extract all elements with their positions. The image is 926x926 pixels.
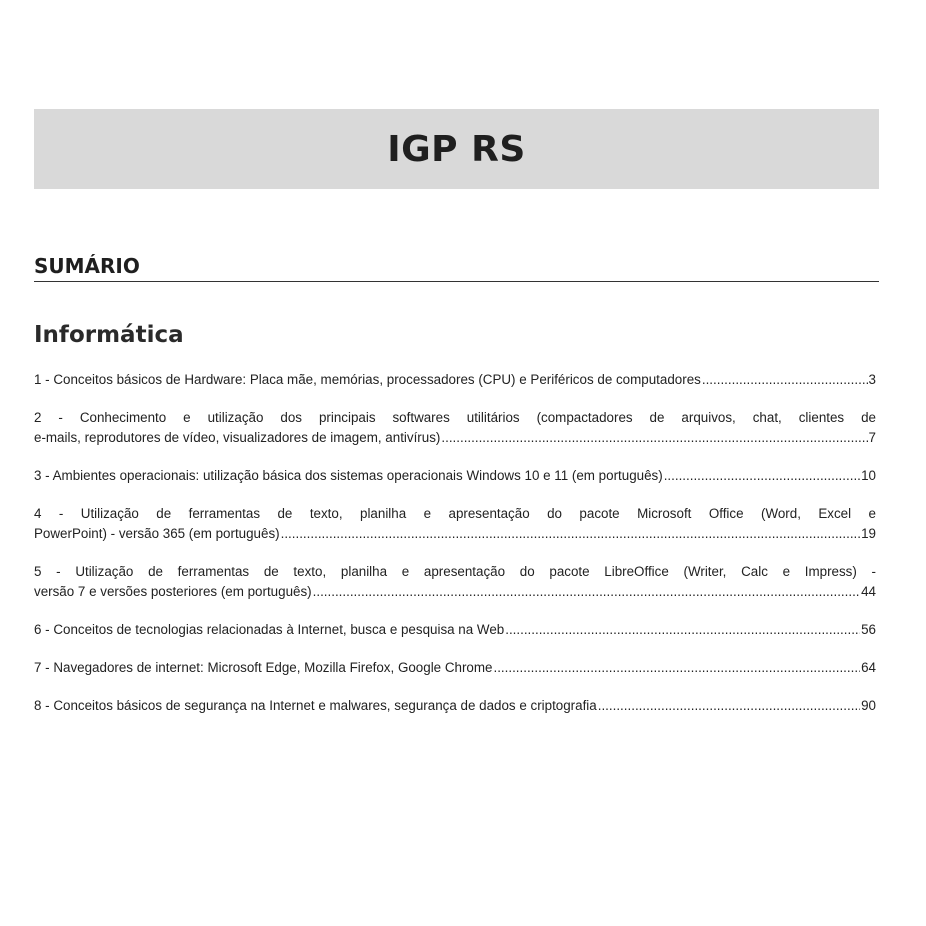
document-title: IGP RS: [387, 128, 526, 170]
toc-leader-dots: [702, 370, 868, 390]
toc-leader-dots: [281, 524, 860, 544]
toc-entry-first-line: 4 - Utilização de ferramentas de texto, planilha e apresentação do pacote Microsoft Office (Word, Excel e: [34, 506, 876, 521]
toc-entry-text: 6 - Conceitos de tecnologias relacionadas à Internet, busca e pesquisa na Web: [34, 622, 505, 637]
toc-leader-dots: [441, 428, 867, 448]
toc-entry-text: 7 - Navegadores de internet: Microsoft Edge, Mozilla Firefox, Google Chrome: [34, 660, 493, 675]
toc-entry-text: PowerPoint) - versão 365 (em português): [34, 526, 280, 541]
summary-header: [34, 253, 879, 282]
toc-leader-dots: [598, 696, 860, 716]
toc-page-number: 19: [861, 526, 876, 541]
toc-page-number: 44: [861, 584, 876, 599]
toc-entry-first-line: 5 - Utilização de ferramentas de texto, planilha e apresentação do pacote LibreOffice (Writer, Calc e Impress) -: [34, 564, 876, 579]
toc-entry-first-line: 2 - Conhecimento e utilização dos principais softwares utilitários (compactadores de arquivos, chat, clientes de: [34, 410, 876, 425]
toc-entry: [34, 504, 876, 544]
toc-entry: [34, 408, 876, 448]
toc-entry: [34, 562, 876, 602]
toc-entry: [34, 466, 876, 486]
summary-title: SUMÁRIO: [34, 254, 140, 278]
toc-leader-dots: [505, 620, 860, 640]
toc-entry-text: e-mails, reprodutores de vídeo, visualizadores de imagem, antivírus): [34, 430, 441, 445]
toc-page-number: 56: [861, 622, 876, 637]
toc-entry: [34, 658, 876, 678]
toc-page-number: 64: [861, 660, 876, 675]
toc-entry: [34, 370, 876, 390]
toc-entry-text: 3 - Ambientes operacionais: utilização básica dos sistemas operacionais Windows 10 e 11 (em português): [34, 468, 663, 483]
toc-page-number: 7: [868, 430, 876, 445]
toc-entry-text: versão 7 e versões posteriores (em português): [34, 584, 312, 599]
table-of-contents: [34, 370, 876, 734]
toc-leader-dots: [313, 582, 860, 602]
title-banner: [34, 109, 879, 189]
toc-leader-dots: [664, 466, 860, 486]
toc-page-number: 90: [861, 698, 876, 713]
toc-entry-text: 1 - Conceitos básicos de Hardware: Placa mãe, memórias, processadores (CPU) e Periféricos de computadores: [34, 372, 701, 387]
toc-entry: [34, 620, 876, 640]
toc-entry: [34, 696, 876, 716]
toc-entry-text: 8 - Conceitos básicos de segurança na Internet e malwares, segurança de dados e criptografia: [34, 698, 597, 713]
toc-leader-dots: [493, 658, 860, 678]
section-title: Informática: [34, 322, 184, 348]
toc-page-number: 3: [868, 372, 876, 387]
toc-page-number: 10: [861, 468, 876, 483]
